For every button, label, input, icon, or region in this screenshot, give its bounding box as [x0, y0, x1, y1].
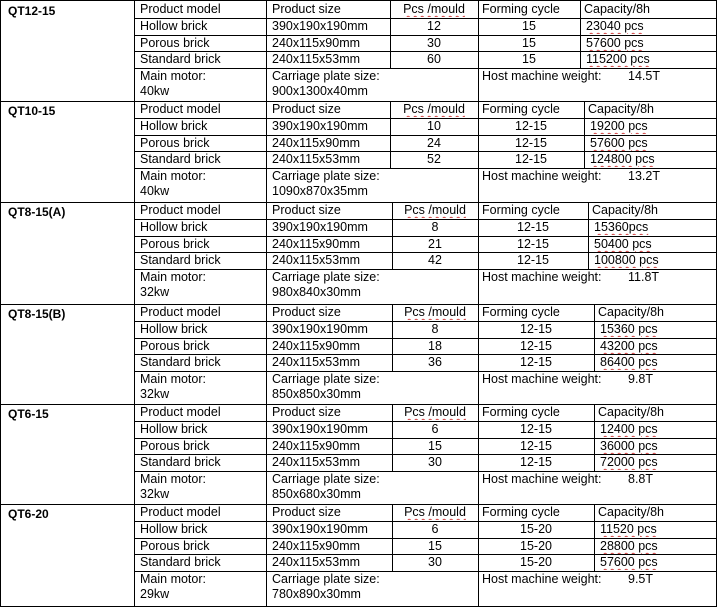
motor-value: 32kw — [140, 285, 170, 299]
cycle-cell: 15 — [522, 52, 536, 66]
pcs-cell: 60 — [427, 52, 441, 66]
size-cell: 240x115x90mm — [272, 136, 361, 150]
capacity-cell: 11520 pcs — [600, 522, 657, 536]
header-cell: Product model — [140, 505, 221, 519]
pcs-cell: 10 — [427, 119, 441, 133]
cycle-cell: 12-15 — [515, 152, 547, 166]
product-cell: Standard brick — [140, 355, 221, 369]
capacity-cell: 50400 pcs — [594, 237, 652, 251]
size-cell: 240x115x53mm — [272, 555, 361, 569]
header-cell: Capacity/8h — [584, 2, 651, 16]
size-cell: 390x190x190mm — [272, 119, 368, 133]
header-cell: Forming cycle — [482, 505, 560, 519]
column-divider — [594, 504, 595, 571]
model-label: QT8-15(B) — [8, 307, 66, 321]
size-cell: 390x190x190mm — [272, 422, 368, 436]
column-divider — [266, 269, 267, 304]
capacity-cell: 124800 pcs — [590, 152, 655, 166]
plate-value: 900x1300x40mm — [272, 84, 368, 98]
size-cell: 240x115x90mm — [272, 339, 361, 353]
cycle-cell: 15 — [522, 19, 536, 33]
size-cell: 240x115x90mm — [272, 539, 361, 553]
motor-value: 32kw — [140, 387, 170, 401]
table-top-border — [0, 0, 717, 1]
weight-value: 8.8T — [628, 472, 654, 486]
cycle-cell: 12-15 — [517, 237, 549, 251]
size-cell: 240x115x90mm — [272, 36, 361, 50]
size-cell: 240x115x53mm — [272, 152, 361, 166]
header-cell: Product model — [140, 305, 221, 319]
size-cell: 390x190x190mm — [272, 19, 368, 33]
capacity-cell: 28800 pcs — [600, 539, 658, 553]
header-cell: Product size — [272, 203, 341, 217]
column-divider — [266, 68, 267, 101]
pcs-cell: 6 — [431, 422, 439, 436]
capacity-cell: 15360 pcs — [600, 322, 658, 336]
cycle-cell: 12-15 — [517, 253, 549, 267]
cycle-cell: 12-15 — [515, 119, 547, 133]
weight-label: Host machine weight: — [482, 270, 602, 284]
size-cell: 240x115x53mm — [272, 253, 361, 267]
column-divider — [478, 68, 479, 101]
pcs-cell: 6 — [431, 522, 439, 536]
header-cell: Product size — [272, 305, 341, 319]
capacity-cell: 72000 pcs — [600, 455, 658, 469]
size-cell: 240x115x90mm — [272, 439, 361, 453]
capacity-cell: 15360pcs — [594, 220, 649, 234]
motor-label: Main motor: — [140, 169, 206, 183]
header-cell: Capacity/8h — [598, 405, 665, 419]
motor-value: 32kw — [140, 487, 170, 501]
capacity-cell: 115200 pcs — [586, 52, 650, 66]
column-divider — [266, 471, 267, 504]
pcs-cell: 18 — [428, 339, 442, 353]
column-divider — [580, 1, 581, 68]
motor-label: Main motor: — [140, 572, 206, 586]
model-label: QT12-15 — [8, 4, 56, 18]
column-divider — [266, 168, 267, 202]
pcs-cell: 30 — [428, 555, 442, 569]
header-cell: Product model — [140, 203, 221, 217]
product-cell: Porous brick — [140, 539, 210, 553]
plate-value: 780x890x30mm — [272, 587, 361, 601]
column-divider — [134, 202, 135, 304]
column-divider — [588, 202, 589, 269]
product-cell: Porous brick — [140, 36, 210, 50]
column-divider — [134, 504, 135, 606]
header-cell: Pcs /mould — [404, 203, 466, 217]
header-cell: Forming cycle — [482, 305, 560, 319]
pcs-cell: 30 — [428, 455, 442, 469]
pcs-cell: 21 — [428, 237, 442, 251]
pcs-cell: 42 — [428, 253, 442, 267]
header-cell: Pcs /mould — [404, 405, 466, 419]
column-divider — [478, 371, 479, 404]
plate-label: Carriage plate size: — [272, 69, 380, 83]
header-cell: Forming cycle — [482, 405, 560, 419]
size-cell: 390x190x190mm — [272, 522, 368, 536]
model-label: QT6-15 — [8, 407, 49, 421]
size-cell: 240x115x90mm — [272, 237, 361, 251]
size-cell: 240x115x53mm — [272, 52, 361, 66]
header-cell: Capacity/8h — [592, 203, 659, 217]
size-cell: 240x115x53mm — [272, 355, 361, 369]
column-divider — [266, 571, 267, 606]
capacity-cell: 100800 pcs — [594, 253, 659, 267]
header-cell: Pcs /mould — [404, 505, 466, 519]
motor-label: Main motor: — [140, 270, 206, 284]
capacity-cell: 57600 pcs — [590, 136, 648, 150]
column-divider — [266, 404, 267, 471]
column-divider — [594, 304, 595, 371]
cycle-cell: 12-15 — [520, 455, 552, 469]
cycle-cell: 15-20 — [520, 555, 552, 569]
product-cell: Standard brick — [140, 555, 221, 569]
cycle-cell: 12-15 — [520, 322, 552, 336]
plate-label: Carriage plate size: — [272, 169, 380, 183]
column-divider — [478, 168, 479, 202]
motor-label: Main motor: — [140, 372, 206, 386]
size-cell: 390x190x190mm — [272, 322, 368, 336]
capacity-cell: 57600 pcs — [586, 36, 644, 50]
pcs-cell: 15 — [428, 539, 442, 553]
column-divider — [266, 1, 267, 68]
plate-label: Carriage plate size: — [272, 270, 380, 284]
weight-value: 9.8T — [628, 372, 654, 386]
product-cell: Hollow brick — [140, 322, 208, 336]
weight-value: 14.5T — [628, 69, 660, 83]
weight-label: Host machine weight: — [482, 69, 602, 83]
pcs-cell: 52 — [427, 152, 441, 166]
header-cell: Forming cycle — [482, 102, 560, 116]
weight-label: Host machine weight: — [482, 169, 602, 183]
header-cell: Product size — [272, 102, 341, 116]
cycle-cell: 15-20 — [520, 522, 552, 536]
plate-label: Carriage plate size: — [272, 472, 380, 486]
header-cell: Pcs /mould — [403, 102, 465, 116]
pcs-cell: 30 — [427, 36, 441, 50]
header-cell: Product size — [272, 2, 341, 16]
cycle-cell: 12-15 — [515, 136, 547, 150]
capacity-cell: 23040 pcs — [586, 19, 644, 33]
motor-label: Main motor: — [140, 69, 206, 83]
column-divider — [478, 571, 479, 606]
cycle-cell: 12-15 — [520, 339, 552, 353]
product-cell: Hollow brick — [140, 119, 208, 133]
product-cell: Porous brick — [140, 339, 210, 353]
header-cell: Capacity/8h — [598, 505, 665, 519]
capacity-cell: 86400 pcs — [600, 355, 658, 369]
capacity-cell: 57600 pcs — [600, 555, 658, 569]
pcs-cell: 8 — [431, 322, 439, 336]
cycle-cell: 15 — [522, 36, 536, 50]
header-cell: Forming cycle — [482, 2, 560, 16]
pcs-cell: 15 — [428, 439, 442, 453]
pcs-cell: 24 — [427, 136, 441, 150]
cycle-cell: 12-15 — [520, 422, 552, 436]
column-divider — [478, 471, 479, 504]
product-cell: Porous brick — [140, 136, 210, 150]
product-cell: Porous brick — [140, 237, 210, 251]
plate-value: 850x850x30mm — [272, 387, 361, 401]
header-cell: Product model — [140, 102, 221, 116]
product-cell: Hollow brick — [140, 19, 208, 33]
motor-value: 29kw — [140, 587, 170, 601]
capacity-cell: 36000 pcs — [600, 439, 658, 453]
weight-label: Host machine weight: — [482, 372, 602, 386]
column-divider — [266, 202, 267, 269]
plate-label: Carriage plate size: — [272, 572, 380, 586]
motor-value: 40kw — [140, 184, 170, 198]
column-divider — [266, 304, 267, 371]
model-label: QT10-15 — [8, 104, 56, 118]
product-cell: Hollow brick — [140, 522, 208, 536]
column-divider — [266, 504, 267, 571]
product-cell: Porous brick — [140, 439, 210, 453]
capacity-cell: 43200 pcs — [600, 339, 658, 353]
header-cell: Product model — [140, 405, 221, 419]
product-cell: Standard brick — [140, 455, 221, 469]
capacity-cell: 12400 pcs — [600, 422, 658, 436]
product-cell: Standard brick — [140, 253, 221, 267]
size-cell: 390x190x190mm — [272, 220, 368, 234]
cycle-cell: 15-20 — [520, 539, 552, 553]
header-cell: Product model — [140, 2, 221, 16]
model-label: QT8-15(A) — [8, 205, 66, 219]
cycle-cell: 12-15 — [520, 439, 552, 453]
pcs-cell: 36 — [428, 355, 442, 369]
product-cell: Hollow brick — [140, 220, 208, 234]
product-cell: Hollow brick — [140, 422, 208, 436]
cycle-cell: 12-15 — [520, 355, 552, 369]
weight-value: 11.8T — [628, 270, 660, 284]
weight-label: Host machine weight: — [482, 572, 602, 586]
header-cell: Capacity/8h — [598, 305, 665, 319]
product-cell: Standard brick — [140, 152, 221, 166]
column-divider — [266, 101, 267, 168]
pcs-cell: 12 — [427, 19, 441, 33]
plate-label: Carriage plate size: — [272, 372, 380, 386]
header-cell: Pcs /mould — [404, 305, 466, 319]
header-cell: Product size — [272, 505, 341, 519]
capacity-cell: 19200 pcs — [590, 119, 648, 133]
header-cell: Forming cycle — [482, 203, 560, 217]
plate-value: 850x680x30mm — [272, 487, 361, 501]
weight-label: Host machine weight: — [482, 472, 602, 486]
model-label: QT6-20 — [8, 507, 49, 521]
column-divider — [266, 371, 267, 404]
motor-value: 40kw — [140, 84, 170, 98]
header-cell: Capacity/8h — [588, 102, 655, 116]
column-divider — [594, 404, 595, 471]
weight-value: 9.5T — [628, 572, 654, 586]
size-cell: 240x115x53mm — [272, 455, 361, 469]
plate-value: 980x840x30mm — [272, 285, 361, 299]
column-divider — [584, 101, 585, 168]
plate-value: 1090x870x35mm — [272, 184, 368, 198]
column-divider — [478, 269, 479, 304]
header-cell: Product size — [272, 405, 341, 419]
weight-value: 13.2T — [628, 169, 660, 183]
product-cell: Standard brick — [140, 52, 221, 66]
cycle-cell: 12-15 — [517, 220, 549, 234]
pcs-cell: 8 — [431, 220, 439, 234]
header-cell: Pcs /mould — [403, 2, 465, 16]
motor-label: Main motor: — [140, 472, 206, 486]
